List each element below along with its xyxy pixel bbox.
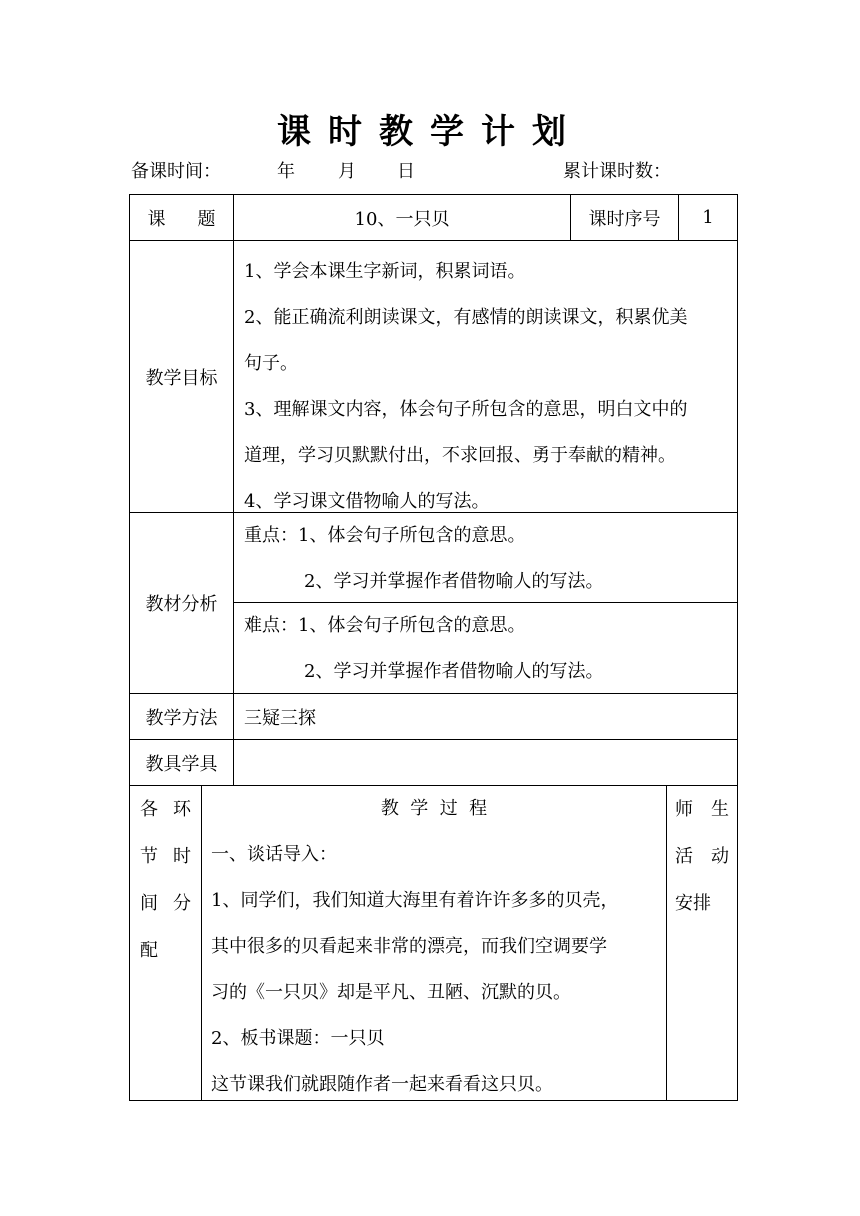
- process-line: 一、谈话导入：: [211, 844, 337, 865]
- objective-line: 句子。: [244, 353, 298, 374]
- method-value-cell: [233, 693, 738, 740]
- stage-char: 时: [173, 846, 191, 867]
- activity-char: 师: [675, 799, 693, 820]
- stage-char: 各: [140, 799, 158, 820]
- objective-line: 3、理解课文内容，体会句子所包含的意思，明白文中的: [244, 399, 688, 420]
- objectives-label-cell: [129, 240, 234, 513]
- process-line: 其中很多的贝看起来非常的漂亮，而我们空调要学: [211, 936, 607, 957]
- process-line: 2、板书课题：一只贝: [211, 1028, 385, 1049]
- seq-label-cell: [570, 194, 679, 241]
- process-line: 这节课我们就跟随作者一起来看看这只贝。: [211, 1074, 553, 1095]
- process-line: 1、同学们，我们知道大海里有着许许多多的贝壳，: [211, 890, 619, 911]
- year-label: 年: [277, 161, 295, 182]
- activity-char: 活: [675, 846, 693, 867]
- topic-label-cell: [129, 194, 234, 241]
- topic-label-a: 课: [147, 208, 166, 230]
- activity-char: 生: [711, 799, 729, 820]
- difficult-point-line: 难点：1、体会句子所包含的意思。: [244, 615, 526, 636]
- process-content-cell: [201, 785, 667, 1101]
- process-stage-cell: [129, 785, 202, 1101]
- stage-char: 节: [140, 846, 158, 867]
- objectives-content-cell: [233, 240, 738, 513]
- objectives-label: 教学目标: [145, 367, 218, 389]
- process-header: 教 学 过 程: [380, 798, 488, 819]
- method-label: 教学方法: [145, 707, 218, 729]
- objective-line: 道理，学习贝默默付出，不求回报、勇于奉献的精神。: [244, 445, 676, 466]
- objective-line: 1、学会本课生字新词，积累词语。: [244, 261, 526, 282]
- stage-row: [140, 833, 191, 880]
- seq-value-cell: [678, 194, 738, 241]
- stage-row: [140, 786, 191, 833]
- activity-char: 动: [711, 846, 729, 867]
- month-label: 月: [338, 161, 356, 182]
- process-line: 习的《一只贝》却是平凡、丑陋、沉默的贝。: [211, 982, 571, 1003]
- analysis-label-cell: [129, 512, 234, 694]
- tools-label: 教具学具: [145, 753, 218, 775]
- activity-row: [675, 833, 729, 880]
- seq-value: 1: [702, 207, 714, 228]
- topic-value: 10、一只贝: [354, 208, 450, 230]
- topic-value-cell: [233, 194, 571, 241]
- seq-label: 课时序号: [588, 208, 661, 230]
- method-value: 三疑三探: [244, 707, 316, 729]
- prep-time-label: 备课时间：: [131, 161, 221, 182]
- activity-cell: [666, 785, 738, 1101]
- method-label-cell: [129, 693, 234, 740]
- stage-char: 分: [173, 893, 191, 914]
- total-periods-label: 累计课时数：: [563, 161, 671, 182]
- stage-char: 配: [140, 940, 158, 961]
- tools-value-cell: [233, 739, 738, 786]
- activity-row: [675, 786, 729, 833]
- key-point-line: 2、学习并掌握作者借物喻人的写法。: [304, 571, 604, 592]
- day-label: 日: [397, 161, 415, 182]
- stage-char: 间: [140, 893, 158, 914]
- activity-row: [675, 880, 729, 927]
- stage-row: [140, 927, 191, 974]
- topic-label-b: 题: [197, 208, 216, 230]
- stage-row: [140, 880, 191, 927]
- tools-label-cell: [129, 739, 234, 786]
- activity-char: 安排: [675, 893, 711, 914]
- key-points-cell: [233, 512, 738, 603]
- objective-line: 2、能正确流利朗读课文，有感情的朗读课文，积累优美: [244, 307, 688, 328]
- objective-line: 4、学习课文借物喻人的写法。: [244, 491, 490, 512]
- difficult-points-cell: [233, 602, 738, 694]
- analysis-label: 教材分析: [145, 594, 218, 615]
- stage-char: 环: [173, 799, 191, 820]
- difficult-point-line: 2、学习并掌握作者借物喻人的写法。: [304, 661, 604, 682]
- key-point-line: 重点：1、体会句子所包含的意思。: [244, 525, 526, 546]
- page-title: 课时教学计划: [277, 112, 583, 152]
